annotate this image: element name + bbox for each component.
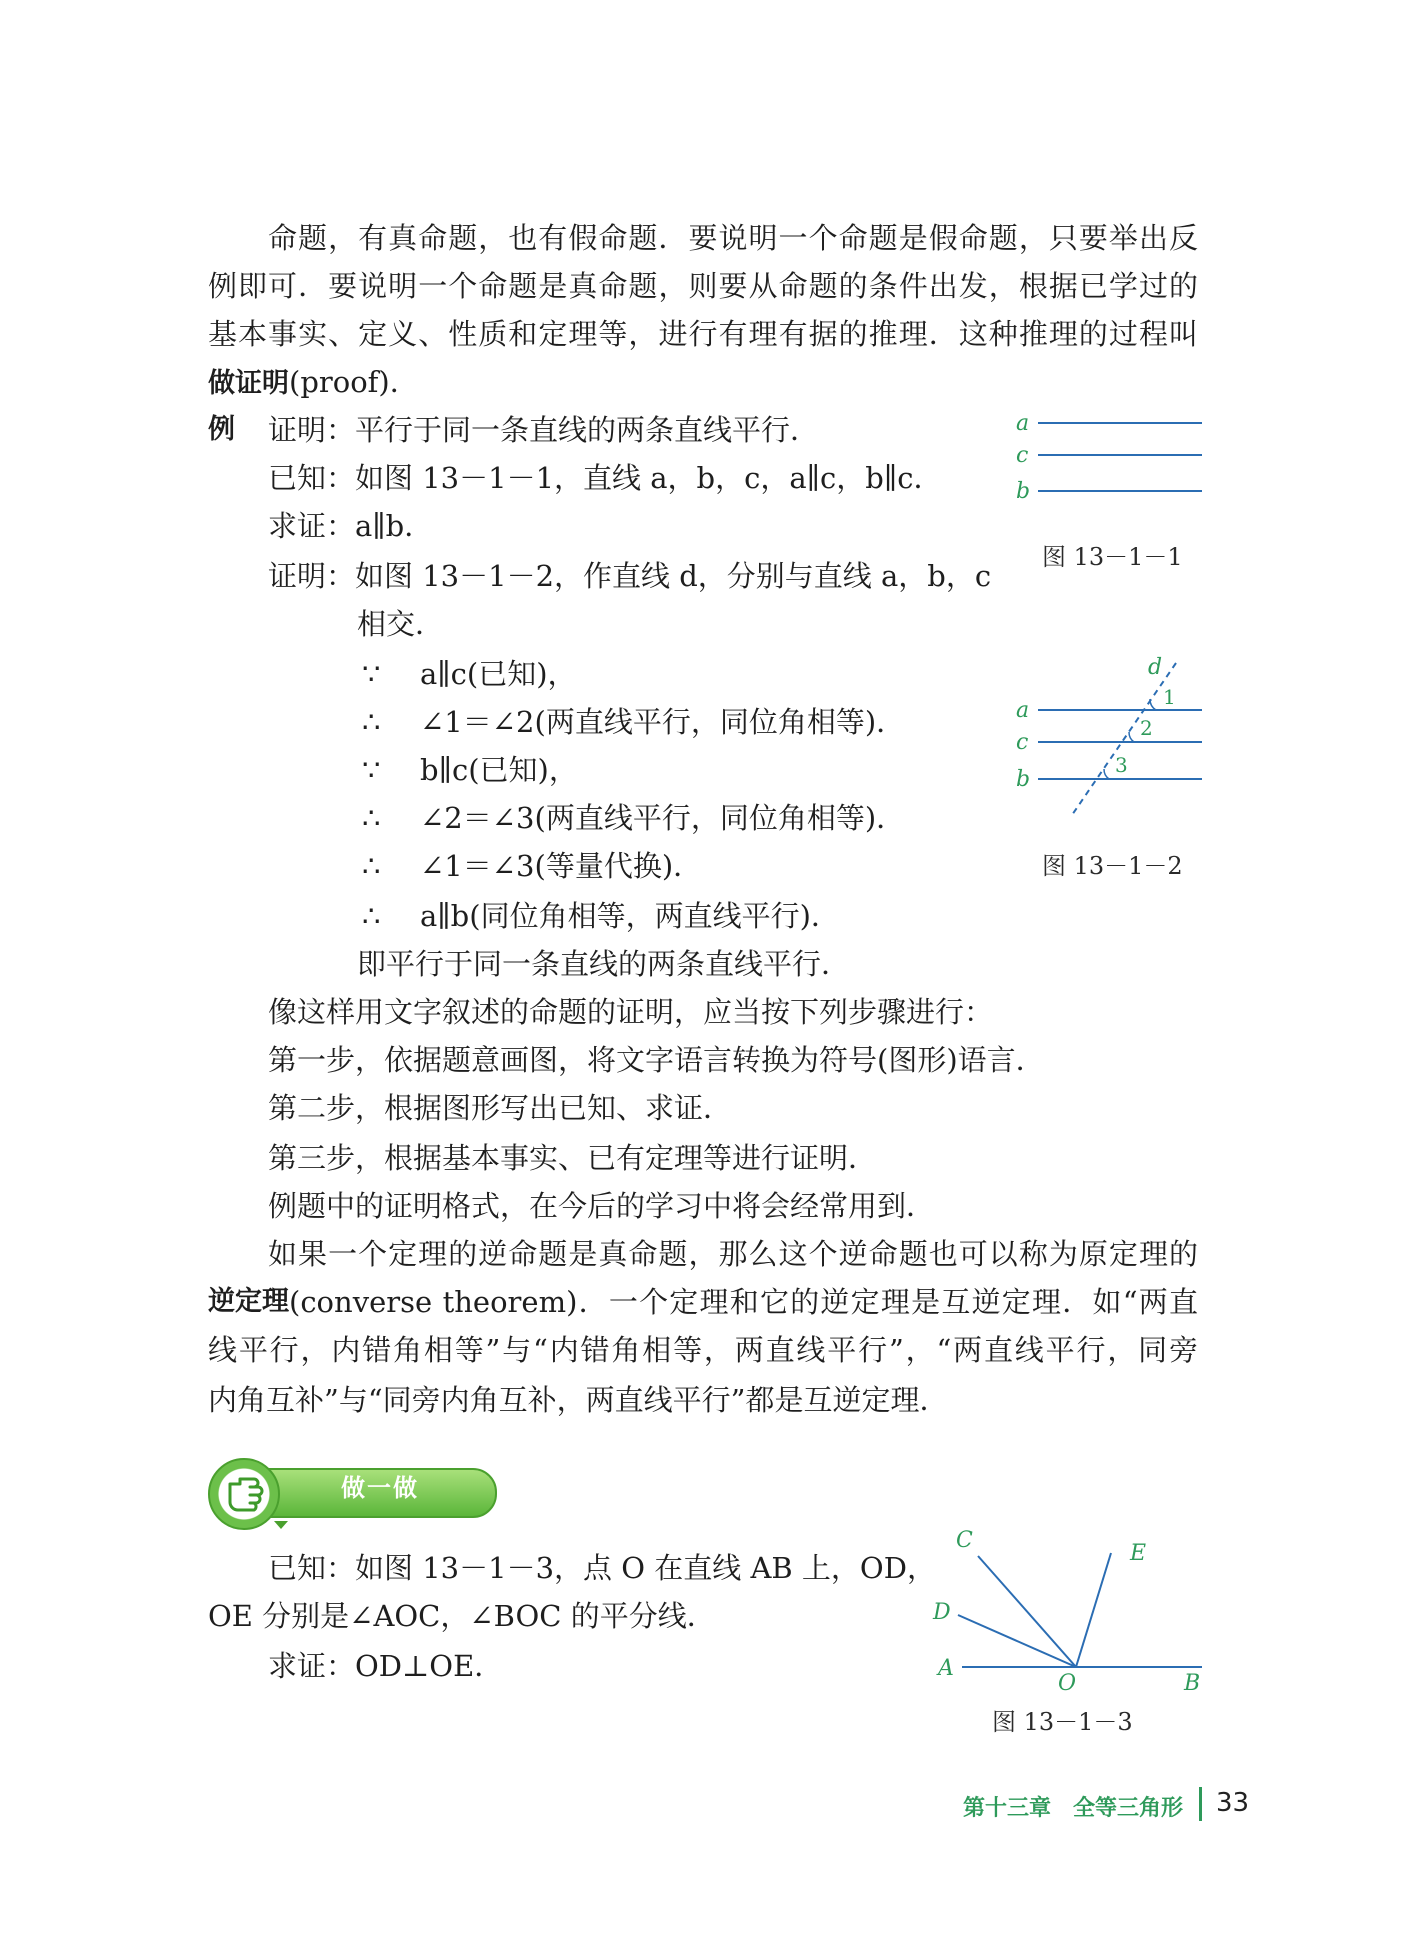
angle-label-2: 2 bbox=[1140, 716, 1153, 740]
term-converse-theorem: 逆定理 bbox=[208, 1286, 289, 1317]
angle-label-1: 1 bbox=[1163, 685, 1176, 709]
proof-step: ∠1＝∠3(等量代换)． bbox=[420, 849, 703, 883]
proof-step: ∠2＝∠3(两直线平行，同位角相等)． bbox=[420, 801, 906, 835]
proof-line: 证明：如图 13－1－2，作直线 d，分别与直线 a，b，c bbox=[268, 559, 992, 593]
banner-title: 做一做 bbox=[341, 1474, 419, 1502]
point-label-A: A bbox=[938, 1656, 954, 1681]
therefore-symbol: ∴ bbox=[362, 899, 381, 933]
therefore-symbol: ∴ bbox=[362, 849, 381, 883]
proof-line: 相交． bbox=[357, 607, 445, 641]
footer-divider bbox=[1199, 1787, 1202, 1821]
example-prove: 求证：a∥b． bbox=[268, 509, 434, 543]
term-converse-english: (converse theorem)．一个定理和它的逆定理是互逆定理．如“两直 bbox=[289, 1285, 1198, 1319]
proof-step: a∥b(同位角相等，两直线平行)． bbox=[420, 899, 840, 933]
figure-13-1-2 bbox=[1000, 655, 1220, 830]
therefore-symbol: ∴ bbox=[362, 705, 381, 739]
point-label-E: E bbox=[1130, 1541, 1147, 1566]
line-label-a: a bbox=[1016, 698, 1030, 723]
angle-label-3: 3 bbox=[1115, 753, 1128, 777]
activity-prove: 求证：OD⊥OE． bbox=[268, 1649, 504, 1683]
line-label-d: d bbox=[1148, 655, 1163, 680]
point-label-O: O bbox=[1058, 1671, 1077, 1696]
activity-given-cont: OE 分别是∠AOC，∠BOC 的平分线． bbox=[208, 1599, 716, 1633]
figure-caption: 图 13－1－3 bbox=[992, 1708, 1133, 1736]
because-symbol: ∵ bbox=[362, 753, 381, 787]
figure-caption: 图 13－1－1 bbox=[1042, 543, 1183, 571]
proof-step: a∥c(已知)， bbox=[420, 657, 577, 691]
paragraph-line bbox=[208, 362, 419, 404]
example-given: 已知：如图 13－1－1，直线 a，b，c，a∥c，b∥c． bbox=[268, 461, 943, 495]
point-label-B: B bbox=[1184, 1671, 1201, 1696]
proof-step: b∥c(已知)， bbox=[420, 753, 578, 787]
paragraph-line bbox=[208, 1282, 1198, 1322]
figure-caption: 图 13－1－2 bbox=[1042, 852, 1183, 880]
banner-circle bbox=[208, 1458, 280, 1530]
paragraph-line: 内角互补”与“同旁内角互补，两直线平行”都是互逆定理． bbox=[208, 1383, 949, 1417]
line-label-c: c bbox=[1016, 443, 1029, 468]
paragraph-line: 线平行，内错角相等”与“内错角相等，两直线平行”，“两直线平行，同旁 bbox=[208, 1333, 1198, 1367]
activity-banner bbox=[208, 1460, 496, 1524]
activity-given: 已知：如图 13－1－3，点 O 在直线 AB 上，OD， bbox=[268, 1551, 936, 1585]
line-label-c: c bbox=[1016, 730, 1029, 755]
paragraph-line: 如果一个定理的逆命题是真命题，那么这个逆命题也可以称为原定理的 bbox=[268, 1237, 1198, 1271]
paragraph-line: 命题，有真命题，也有假命题．要说明一个命题是假命题，只要举出反 bbox=[268, 221, 1198, 255]
step-line: 例题中的证明格式，在今后的学习中将会经常用到． bbox=[268, 1189, 936, 1223]
line-label-b: b bbox=[1016, 767, 1031, 792]
hand-icon bbox=[210, 1460, 278, 1528]
therefore-symbol: ∴ bbox=[362, 801, 381, 835]
banner-pointer bbox=[274, 1521, 288, 1529]
point-label-D: D bbox=[933, 1600, 951, 1625]
footer-chapter-title: 全等三角形 bbox=[1073, 1796, 1184, 1821]
step-line: 第一步，依据题意画图，将文字语言转换为符号(图形)语言． bbox=[268, 1043, 1045, 1077]
figure-13-1-3 bbox=[920, 1515, 1220, 1700]
line-label-a: a bbox=[1016, 411, 1030, 436]
footer-chapter: 第十三章 bbox=[963, 1796, 1052, 1821]
paragraph-line: 例即可．要说明一个命题是真命题，则要从命题的条件出发，根据已学过的 bbox=[208, 269, 1198, 303]
steps-intro: 像这样用文字叙述的命题的证明，应当按下列步骤进行： bbox=[268, 995, 994, 1029]
example-label: 例 bbox=[208, 414, 235, 445]
line-label-b: b bbox=[1016, 479, 1031, 500]
step-line: 第二步，根据图形写出已知、求证． bbox=[268, 1091, 733, 1125]
example-statement: 证明：平行于同一条直线的两条直线平行． bbox=[268, 413, 820, 447]
point-label-C: C bbox=[956, 1528, 973, 1553]
paragraph-line: 基本事实、定义、性质和定理等，进行有理有据的推理．这种推理的过程叫 bbox=[208, 317, 1198, 351]
term-proof: 做证明 bbox=[208, 368, 289, 399]
figure-13-1-1 bbox=[1000, 405, 1220, 500]
page-number: 33 bbox=[1216, 1788, 1250, 1818]
term-proof-english: (proof)． bbox=[289, 365, 419, 399]
proof-step: ∠1＝∠2(两直线平行，同位角相等)． bbox=[420, 705, 906, 739]
because-symbol: ∵ bbox=[362, 657, 381, 691]
proof-conclusion: 即平行于同一条直线的两条直线平行． bbox=[357, 947, 851, 981]
step-line: 第三步，根据基本事实、已有定理等进行证明． bbox=[268, 1141, 878, 1175]
